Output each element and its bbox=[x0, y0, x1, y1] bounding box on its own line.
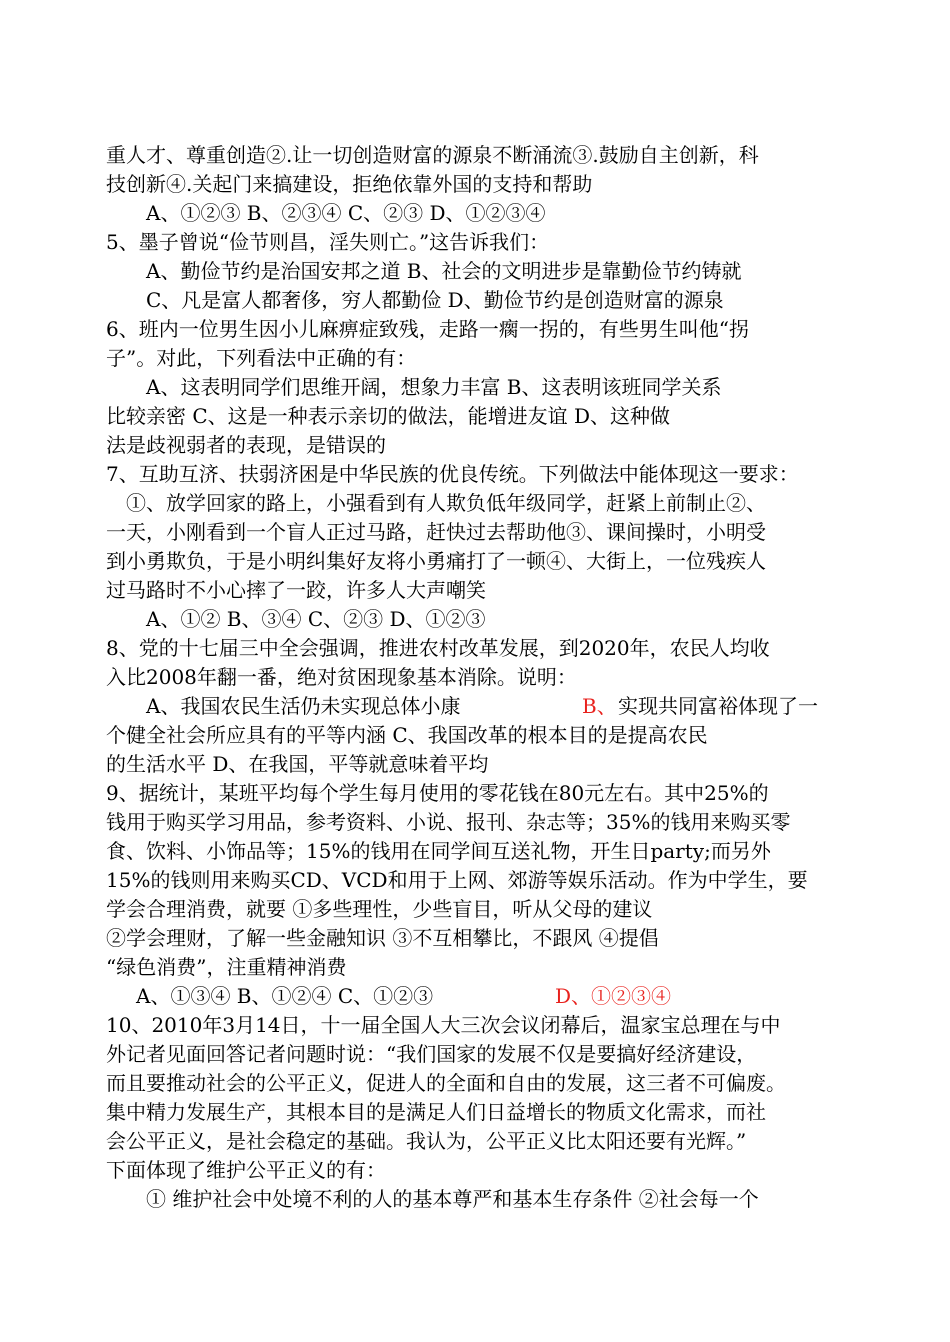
text-line: 15%的钱则用来购买CD、VCD和用于上网、郊游等娱乐活动。作为中学生，要 bbox=[106, 868, 808, 892]
text-line: 会公平正义，是社会稳定的基础。我认为，公平正义比太阳还要有光辉。” bbox=[106, 1129, 747, 1153]
text-line: ① 维护社会中处境不利的人的基本尊严和基本生存条件 ②社会每一个 bbox=[146, 1187, 759, 1211]
answer-option-b: 实现共同富裕体现了一 bbox=[618, 694, 818, 718]
text-line: 集中精力发展生产，其根本目的是满足人们日益增长的物质文化需求，而社 bbox=[106, 1100, 766, 1124]
text-line: 过马路时不小心摔了一跤，许多人大声嘲笑 bbox=[106, 578, 486, 602]
text-line: 下面体现了维护公平正义的有： bbox=[106, 1158, 386, 1182]
text-line: “绿色消费”，注重精神消费 bbox=[106, 955, 347, 979]
question-9: 9、据统计，某班平均每个学生每月使用的零花钱在80元左右。其中25%的 bbox=[106, 781, 769, 805]
text-line: 子”。对此，下列看法中正确的有： bbox=[106, 346, 417, 370]
text-line: 重人才、尊重创造②.让一切创造财富的源泉不断涌流③.鼓励自主创新，科 bbox=[106, 143, 759, 167]
text-line: 外记者见面回答记者问题时说：“我们国家的发展不仅是要搞好经济建设， bbox=[106, 1042, 757, 1066]
answer-options: 个健全社会所应具有的平等内涵 C、我国改革的根本目的是提高农民 bbox=[106, 723, 708, 747]
text-line: ①、放学回家的路上，小强看到有人欺负低年级同学，赶紧上前制止②、 bbox=[126, 491, 766, 515]
question-6: 6、班内一位男生因小儿麻痹症致残，走路一瘸一拐的，有些男生叫他“拐 bbox=[106, 317, 749, 341]
question-8: 8、党的十七届三中全会强调，推进农村改革发展，到2020年，农民人均收 bbox=[106, 636, 770, 660]
text-line: 到小勇欺负，于是小明纠集好友将小勇痛打了一顿④、大街上，一位残疾人 bbox=[106, 549, 766, 573]
answer-options: A、这表明同学们思维开阔，想象力丰富 B、这表明该班同学关系 bbox=[146, 375, 722, 399]
answer-options: C、凡是富人都奢侈，穷人都勤俭 D、勤俭节约是创造财富的源泉 bbox=[146, 288, 724, 312]
question-7: 7、互助互济、扶弱济困是中华民族的优良传统。下列做法中能体现这一要求： bbox=[106, 462, 799, 486]
text-line: ②学会理财，了解一些金融知识 ③不互相攀比，不跟风 ④提倡 bbox=[106, 926, 659, 950]
answer-mark: B、 bbox=[582, 694, 617, 718]
text-line: 学会合理消费，就要 ①多些理性，少些盲目，听从父母的建议 bbox=[106, 897, 653, 921]
text-line: 技创新④.关起门来搞建设，拒绝依靠外国的支持和帮助 bbox=[106, 172, 593, 196]
answer-options: A、①③④ B、①②④ C、①②③ bbox=[136, 984, 434, 1008]
text-line: 一天，小刚看到一个盲人正过马路，赶快过去帮助他③、课间操时，小明受 bbox=[106, 520, 766, 544]
answer-highlighted: D、①②③④ bbox=[555, 984, 672, 1008]
answer-options: 的生活水平 D、在我国，平等就意味着平均 bbox=[106, 752, 489, 776]
text-line: 入比2008年翻一番，绝对贫困现象基本消除。说明： bbox=[106, 665, 577, 689]
answer-options: 法是歧视弱者的表现，是错误的 bbox=[106, 433, 386, 457]
answer-options: A、①②③ B、②③④ C、②③ D、①②③④ bbox=[146, 201, 546, 225]
answer-options: 比较亲密 C、这是一种表示亲切的做法，能增进友谊 D、这种做 bbox=[106, 404, 671, 428]
answer-option-a: A、我国农民生活仍未实现总体小康 bbox=[146, 694, 461, 718]
text-line: 钱用于购买学习用品，参考资料、小说、报刊、杂志等；35%的钱用来购买零 bbox=[106, 810, 791, 834]
question-5: 5、墨子曾说“俭节则昌，淫失则亡。”这告诉我们： bbox=[106, 230, 550, 254]
text-line: 而且要推动社会的公平正义，促进人的全面和自由的发展，这三者不可偏废。 bbox=[106, 1071, 786, 1095]
question-10: 10、2010年3月14日，十一届全国人大三次会议闭幕后，温家宝总理在与中 bbox=[106, 1013, 781, 1037]
answer-options: A、勤俭节约是治国安邦之道 B、社会的文明进步是靠勤俭节约铸就 bbox=[146, 259, 742, 283]
answer-options: A、①② B、③④ C、②③ D、①②③ bbox=[146, 607, 486, 631]
text-line: 食、饮料、小饰品等；15%的钱用在同学间互送礼物，开生日party;而另外 bbox=[106, 839, 771, 863]
